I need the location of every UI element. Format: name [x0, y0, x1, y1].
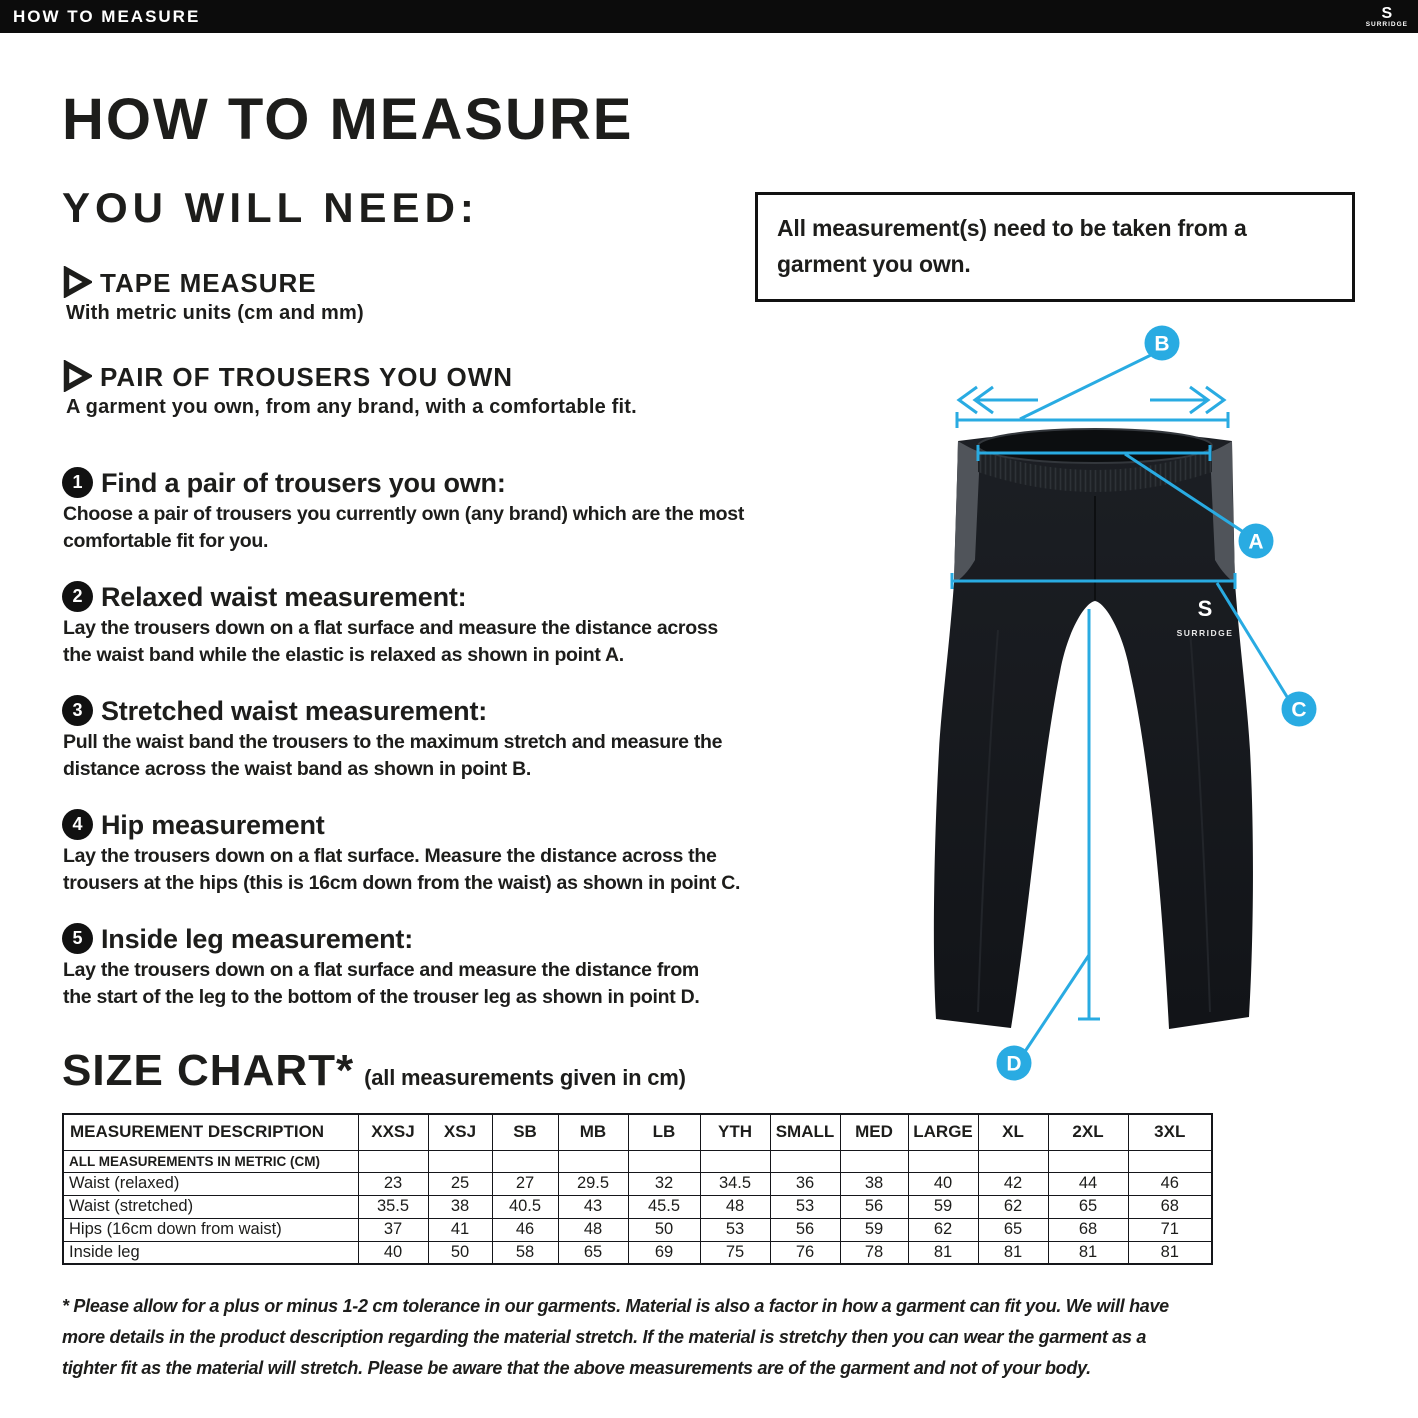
size-chart-header-cell: MEASUREMENT DESCRIPTION	[63, 1114, 358, 1150]
size-chart-cell: 46	[492, 1218, 558, 1241]
size-chart-row	[63, 1172, 1212, 1195]
step-2-badge: 2	[62, 581, 93, 612]
step-2-heading: Relaxed waist measurement:	[101, 582, 467, 612]
you-will-need-heading: YOU WILL NEED:	[62, 184, 479, 231]
size-chart-cell: 38	[840, 1172, 908, 1195]
size-chart-cell: 62	[978, 1195, 1048, 1218]
garment-logo-text: SURRIDGE	[1176, 628, 1234, 638]
size-chart-cell: 53	[700, 1218, 770, 1241]
size-chart-empty-cell	[558, 1150, 628, 1172]
step-1-heading: Find a pair of trousers you own:	[101, 468, 506, 498]
measure-line-b	[957, 412, 1228, 428]
top-bar	[0, 0, 1418, 33]
size-chart-header-cell: 2XL	[1048, 1114, 1128, 1150]
size-chart-cell: 41	[428, 1218, 492, 1241]
size-chart-cell: 27	[492, 1172, 558, 1195]
label-c: C	[1291, 698, 1307, 722]
garment-logo-s-icon: S	[1197, 596, 1213, 621]
size-chart-table	[62, 1113, 1213, 1265]
size-chart-cell: 62	[908, 1218, 978, 1241]
size-chart-cell: 53	[770, 1195, 840, 1218]
size-chart-header-cell: YTH	[700, 1114, 770, 1150]
size-chart-cell: 40	[908, 1172, 978, 1195]
size-chart-header-cell: MB	[558, 1114, 628, 1150]
size-chart-empty-cell	[1048, 1150, 1128, 1172]
size-chart-cell: 59	[840, 1218, 908, 1241]
size-chart-cell: 81	[978, 1241, 1048, 1264]
step-5-heading: Inside leg measurement:	[101, 924, 414, 954]
size-chart-note-cell: ALL MEASUREMENTS IN METRIC (CM)	[63, 1150, 358, 1172]
waist-opening	[978, 429, 1212, 463]
size-chart-empty-cell	[358, 1150, 428, 1172]
step-4-heading: Hip measurement	[101, 810, 325, 840]
size-chart-cell: 32	[628, 1172, 700, 1195]
size-chart-cell: 37	[358, 1218, 428, 1241]
size-chart-empty-cell	[700, 1150, 770, 1172]
size-chart-empty-cell	[770, 1150, 840, 1172]
need-item-tape-measure-desc: With metric units (cm and mm)	[66, 302, 364, 324]
size-chart-cell: 75	[700, 1241, 770, 1264]
size-chart-cell: 40	[358, 1241, 428, 1264]
step-5-body: Lay the trousers down on a flat surface and measure the distance from the start of the leg to the bottom of the trouser leg as shown in point D.	[63, 959, 700, 1008]
surridge-logo	[1365, 4, 1408, 29]
size-chart-row-label: Hips (16cm down from waist)	[63, 1218, 358, 1241]
stretch-arrow-left	[959, 387, 1038, 413]
need-item-tape-measure: TAPE MEASURE	[100, 268, 317, 298]
label-b: B	[1154, 332, 1170, 356]
triangle-bullet-icon	[62, 360, 92, 397]
size-chart-cell: 25	[428, 1172, 492, 1195]
surridge-logo-text: SURRIDGE	[1365, 20, 1408, 28]
surridge-s-icon: S	[1381, 4, 1393, 22]
size-chart-row	[63, 1195, 1212, 1218]
label-d-pointer-line	[1024, 955, 1089, 1053]
size-chart-row-label: Waist (stretched)	[63, 1195, 358, 1218]
step-4-body: Lay the trousers down on a flat surface. Measure the distance across the trousers at the hips (this is 16cm down from the waist) as shown in point C.	[63, 845, 741, 894]
size-chart-cell: 40.5	[492, 1195, 558, 1218]
size-chart-header-cell: 3XL	[1128, 1114, 1212, 1150]
size-chart-cell: 43	[558, 1195, 628, 1218]
size-chart-empty-cell	[628, 1150, 700, 1172]
size-chart-empty-cell	[840, 1150, 908, 1172]
size-chart-header-cell: MED	[840, 1114, 908, 1150]
trousers-measurement-diagram	[878, 300, 1418, 1090]
footnote: * Please allow for a plus or minus 1-2 cm tolerance in our garments. Material is also a factor in how a garment can fit you. We will have more details in the product description regarding the material stretch. If the material is stretchy then you can wear the garment as a tighter fit as the material will stretch. Please be aware that the above measurements are of the garment and not of your body.	[62, 1296, 1169, 1378]
size-chart-empty-cell	[428, 1150, 492, 1172]
size-chart-header-cell: XXSJ	[358, 1114, 428, 1150]
label-d: D	[1006, 1052, 1022, 1076]
step-5-badge: 5	[62, 923, 93, 954]
size-chart-header-cell: SMALL	[770, 1114, 840, 1150]
stretch-arrow-right	[1150, 387, 1224, 413]
page-title: HOW TO MEASURE	[62, 87, 634, 152]
size-chart-cell: 56	[770, 1218, 840, 1241]
size-chart-empty-cell	[908, 1150, 978, 1172]
size-chart-header-cell: LARGE	[908, 1114, 978, 1150]
size-chart-row-label: Waist (relaxed)	[63, 1172, 358, 1195]
step-1-body: Choose a pair of trousers you currently own (any brand) which are the most comfortable fit for you.	[63, 503, 745, 552]
need-item-trousers-desc: A garment you own, from any brand, with a comfortable fit.	[66, 396, 637, 418]
notice-box	[755, 192, 1355, 302]
triangle-bullet-icon	[62, 266, 92, 303]
size-chart-cell: 44	[1048, 1172, 1128, 1195]
size-chart-subtitle: (all measurements given in cm)	[364, 1065, 686, 1090]
size-chart-cell: 48	[558, 1218, 628, 1241]
size-chart-empty-cell	[978, 1150, 1048, 1172]
size-chart-cell: 65	[558, 1241, 628, 1264]
size-chart-cell: 23	[358, 1172, 428, 1195]
size-chart-row	[63, 1218, 1212, 1241]
size-chart-header-cell: SB	[492, 1114, 558, 1150]
size-chart-cell: 68	[1048, 1218, 1128, 1241]
step-3-heading: Stretched waist measurement:	[101, 696, 488, 726]
size-chart-cell: 50	[428, 1241, 492, 1264]
size-chart-cell: 81	[1128, 1241, 1212, 1264]
step-3-badge: 3	[62, 695, 93, 726]
size-chart-empty-cell	[1128, 1150, 1212, 1172]
size-chart-cell: 78	[840, 1241, 908, 1264]
size-chart-cell: 45.5	[628, 1195, 700, 1218]
step-1-badge: 1	[62, 467, 93, 498]
notice-line: All measurement(s) need to be taken from a	[777, 215, 1247, 241]
size-chart-row	[63, 1241, 1212, 1264]
step-2-body: Lay the trousers down on a flat surface and measure the distance across the waist band while the elastic is relaxed as shown in point A.	[63, 617, 718, 666]
size-chart-cell: 46	[1128, 1172, 1212, 1195]
size-chart-header-cell: XSJ	[428, 1114, 492, 1150]
top-bar-title: HOW TO MEASURE	[13, 6, 201, 26]
notice-line: garment you own.	[777, 251, 971, 277]
size-chart-cell: 58	[492, 1241, 558, 1264]
size-chart-header-cell: XL	[978, 1114, 1048, 1150]
size-chart-cell: 34.5	[700, 1172, 770, 1195]
size-chart-title: SIZE CHART*	[62, 1046, 355, 1095]
step-3-body: Pull the waist band the trousers to the maximum stretch and measure the distance across the waist band as shown in point B.	[63, 731, 723, 780]
size-chart-cell: 29.5	[558, 1172, 628, 1195]
size-chart-cell: 48	[700, 1195, 770, 1218]
label-a: A	[1248, 530, 1264, 554]
size-chart-cell: 35.5	[358, 1195, 428, 1218]
size-chart-cell: 65	[978, 1218, 1048, 1241]
size-chart-cell: 71	[1128, 1218, 1212, 1241]
trousers-illustration	[934, 429, 1253, 1029]
size-chart-empty-cell	[492, 1150, 558, 1172]
size-chart-heading-row	[62, 1046, 686, 1096]
size-chart-row-label: Inside leg	[63, 1241, 358, 1264]
size-chart-cell: 69	[628, 1241, 700, 1264]
step-4-badge: 4	[62, 809, 93, 840]
size-chart-header-cell: LB	[628, 1114, 700, 1150]
size-chart-cell: 81	[1048, 1241, 1128, 1264]
need-item-trousers: PAIR OF TROUSERS YOU OWN	[100, 362, 514, 392]
size-chart-cell: 59	[908, 1195, 978, 1218]
size-chart-cell: 81	[908, 1241, 978, 1264]
label-b-pointer-line	[1020, 355, 1151, 419]
size-chart-cell: 76	[770, 1241, 840, 1264]
size-chart-cell: 38	[428, 1195, 492, 1218]
size-chart-cell: 65	[1048, 1195, 1128, 1218]
size-chart-cell: 56	[840, 1195, 908, 1218]
size-chart-cell: 68	[1128, 1195, 1212, 1218]
size-chart-cell: 42	[978, 1172, 1048, 1195]
size-chart-cell: 50	[628, 1218, 700, 1241]
size-chart-cell: 36	[770, 1172, 840, 1195]
